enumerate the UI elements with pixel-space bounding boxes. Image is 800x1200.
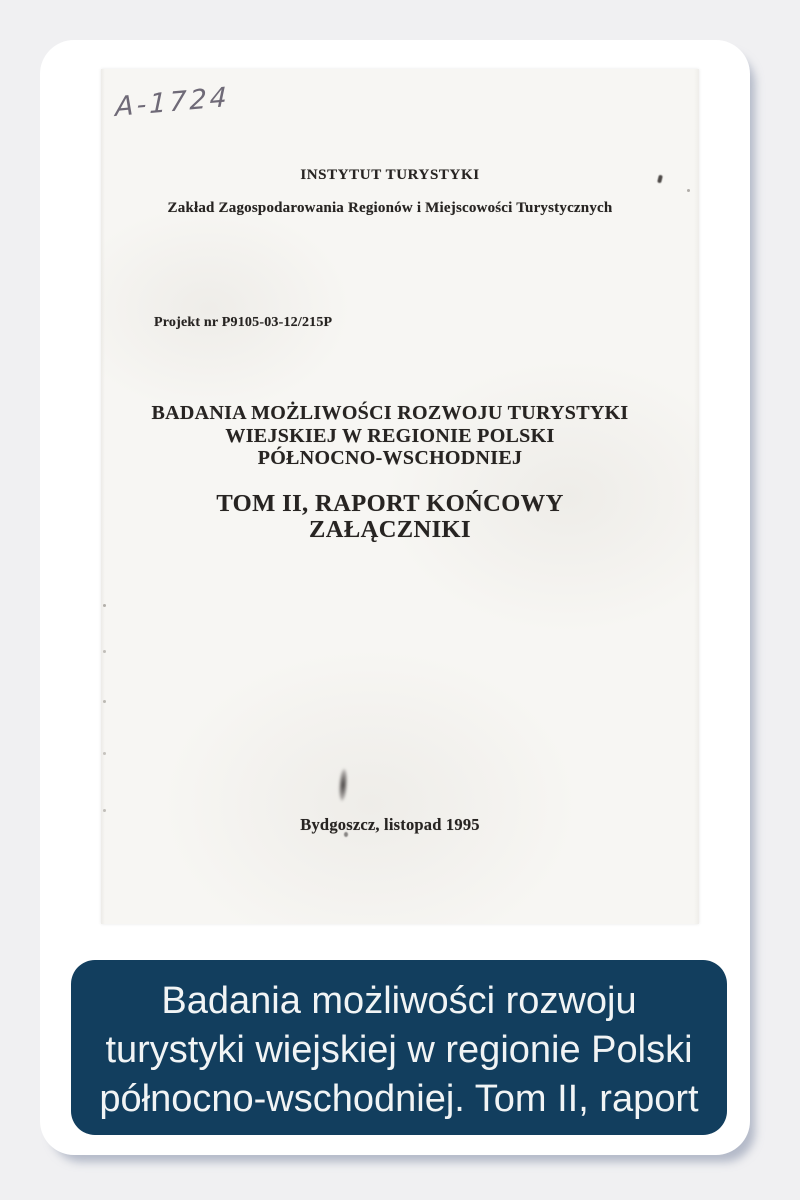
report-title bbox=[91, 402, 689, 470]
ink-smudge bbox=[335, 757, 351, 816]
item-card bbox=[40, 40, 750, 1155]
report-title-line-2: WIEJSKIEJ W REGIONIE POLSKI bbox=[225, 424, 555, 447]
item-title-caption[interactable] bbox=[71, 960, 727, 1135]
institute-name: INSTYTUT TURYSTYKI bbox=[300, 167, 480, 183]
caption-line-1: Badania możliwości rozwoju bbox=[161, 980, 637, 1022]
handwritten-catalog-number: A-1724 bbox=[114, 81, 230, 124]
volume-subtitle bbox=[91, 491, 689, 543]
department-name: Zakład Zagospodarowania Regionów i Miejscowości Turystycznych bbox=[167, 200, 613, 216]
volume-line-1: TOM II, RAPORT KOŃCOWY bbox=[216, 490, 564, 517]
caption-line-3: północno-wschodniej. Tom II, raport bbox=[99, 1078, 699, 1120]
ink-speck bbox=[687, 189, 690, 192]
caption-line-2: turystyki wiejskiej w regionie Polski bbox=[105, 1029, 693, 1071]
scan-edge-specks bbox=[103, 604, 106, 607]
scanned-title-page bbox=[101, 69, 699, 924]
report-title-line-3: PÓŁNOCNO-WSCHODNIEJ bbox=[257, 447, 523, 469]
volume-line-2: ZAŁĄCZNIKI bbox=[309, 516, 471, 543]
project-number: Projekt nr P9105-03-12/215P bbox=[154, 315, 333, 330]
report-title-line-1: BADANIA MOŻLIWOŚCI ROZWOJU TURYSTYKI bbox=[151, 402, 629, 424]
imprint-line: Bydgoszcz, listopad 1995 bbox=[300, 815, 480, 834]
